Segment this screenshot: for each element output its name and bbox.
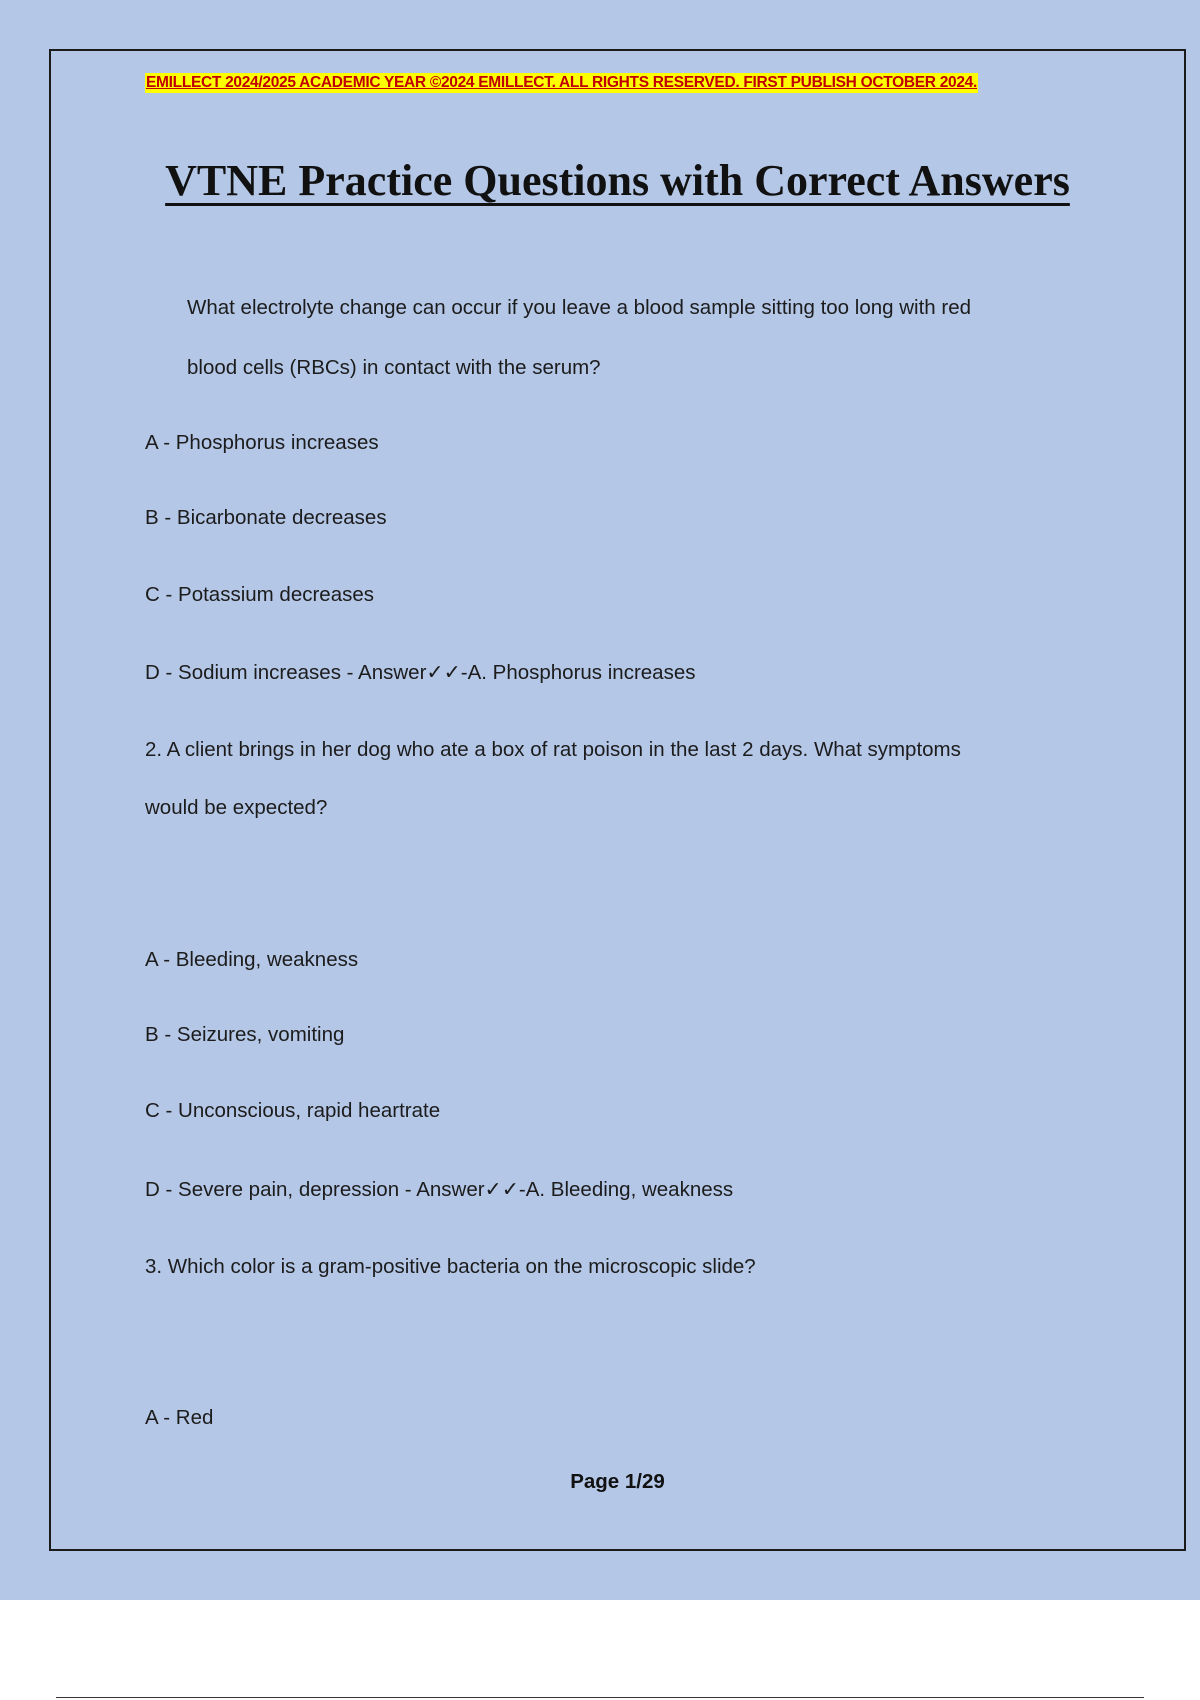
question-2-option-b: B - Seizures, vomiting bbox=[145, 1023, 345, 1046]
question-2-option-c: C - Unconscious, rapid heartrate bbox=[145, 1099, 441, 1122]
question-1-text-line-2: blood cells (RBCs) in contact with the serum? bbox=[187, 356, 601, 379]
question-2-option-a: A - Bleeding, weakness bbox=[145, 948, 359, 971]
question-2-text-line-2: would be expected? bbox=[145, 796, 328, 819]
question-1-text-line-1: What electrolyte change can occur if you leave a blood sample sitting too long with red bbox=[187, 296, 971, 319]
copyright-banner: EMILLECT 2024/2025 ACADEMIC YEAR ©2024 EMILLECT. ALL RIGHTS RESERVED. FIRST PUBLISH OCTOBER 2024. bbox=[146, 74, 977, 91]
question-2-option-d-answer: D - Severe pain, depression - Answer✓✓-A. Bleeding, weakness bbox=[145, 1178, 734, 1201]
question-2-text-line-1: 2. A client brings in her dog who ate a box of rat poison in the last 2 days. What symptoms bbox=[145, 738, 961, 761]
question-3-text-line-1: 3. Which color is a gram-positive bacteria on the microscopic slide? bbox=[145, 1255, 756, 1278]
question-1-option-b: B - Bicarbonate decreases bbox=[145, 506, 387, 529]
document-title: VTNE Practice Questions with Correct Answers bbox=[165, 156, 1070, 205]
question-1-option-d-answer: D - Sodium increases - Answer✓✓-A. Phosphorus increases bbox=[145, 661, 696, 684]
question-1-option-a: A - Phosphorus increases bbox=[145, 431, 379, 454]
question-3-option-a: A - Red bbox=[145, 1406, 214, 1429]
page-number: Page 1/29 bbox=[570, 1470, 665, 1493]
question-1-option-c: C - Potassium decreases bbox=[145, 583, 375, 606]
bottom-divider bbox=[56, 1697, 1144, 1698]
